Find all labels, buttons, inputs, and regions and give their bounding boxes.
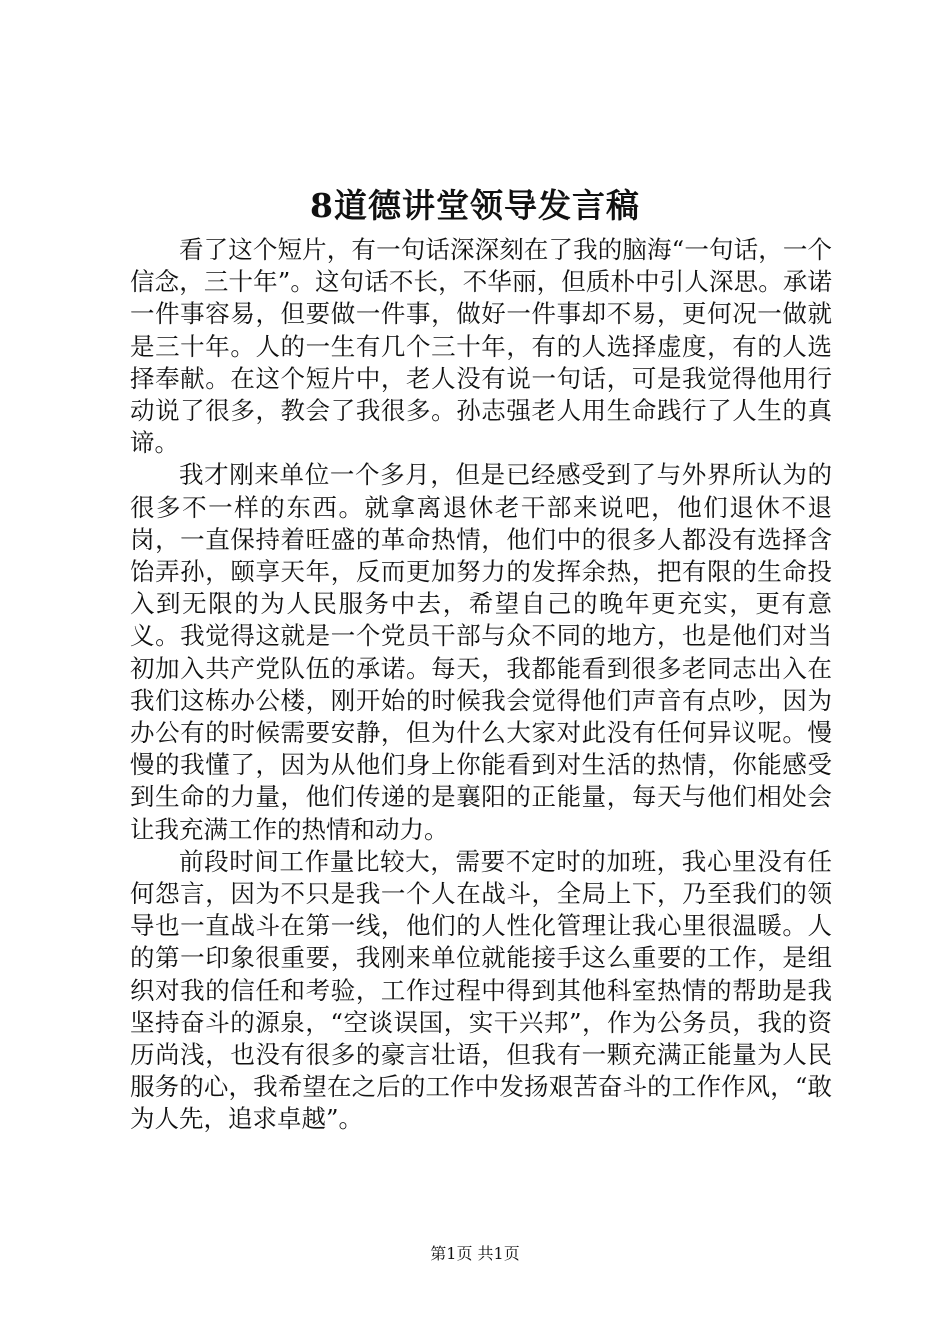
document-title: 8道德讲堂领导发言稿 xyxy=(310,186,640,225)
paragraph-3: 前段时间工作量比较大，需要不定时的加班，我心里没有任何怨言，因为不只是我一个人在战斗，全局上下，乃至我们的领导也一直战斗在第一线，他们的人性化管理让我心里很温暖。人的第一印象很重要，我刚来单位就能接手这么重要的工作，是组织对我的信任和考验，工作过程中得到其他科室热情的帮助是我坚持奋斗的源泉，“空谈误国，实干兴邦”，作为公务员，我的资历尚浅，也没有很多的豪言壮语，但我有一颗充满正能量为人民服务的心，我希望在之后的工作中发扬艰苦奋斗的工作作风，“敢为人先，追求卓越”。 xyxy=(130,846,832,1134)
paragraph-1: 看了这个短片，有一句话深深刻在了我的脑海“一句话，一个信念，三十年”。这句话不长，不华丽，但质朴中引人深思。承诺一件事容易，但要做一件事，做好一件事却不易，更何况一做就是三十年。人的一生有几个三十年，有的人选择虚度，有的人选择奉献。在这个短片中，老人没有说一句话，可是我觉得他用行动说了很多，教会了我很多。孙志强老人用生命践行了人生的真谛。 xyxy=(130,235,832,458)
paragraph-2: 我才刚来单位一个多月，但是已经感受到了与外界所认为的很多不一样的东西。就拿离退休老干部来说吧，他们退休不退岗，一直保持着旺盛的革命热情，他们中的很多人都没有选择含饴弄孙，颐享天年，反而更加努力的发挥余热，把有限的生命投入到无限的为人民服务中去，希望自己的晚年更充实，更有意义。我觉得这就是一个党员干部与众不同的地方，也是他们对当初加入共产党队伍的承诺。每天，我都能看到很多老同志出入在我们这栋办公楼，刚开始的时候我会觉得他们声音有点吵，因为办公有的时候需要安静，但为什么大家对此没有任何异议呢。慢慢的我懂了，因为从他们身上你能看到对生活的热情，你能感受到生命的力量，他们传递的是襄阳的正能量，每天与他们相处会让我充满工作的热情和动力。 xyxy=(130,460,832,844)
document-body xyxy=(130,234,832,1136)
page-footer: 第1页 共1页 xyxy=(430,1244,520,1263)
